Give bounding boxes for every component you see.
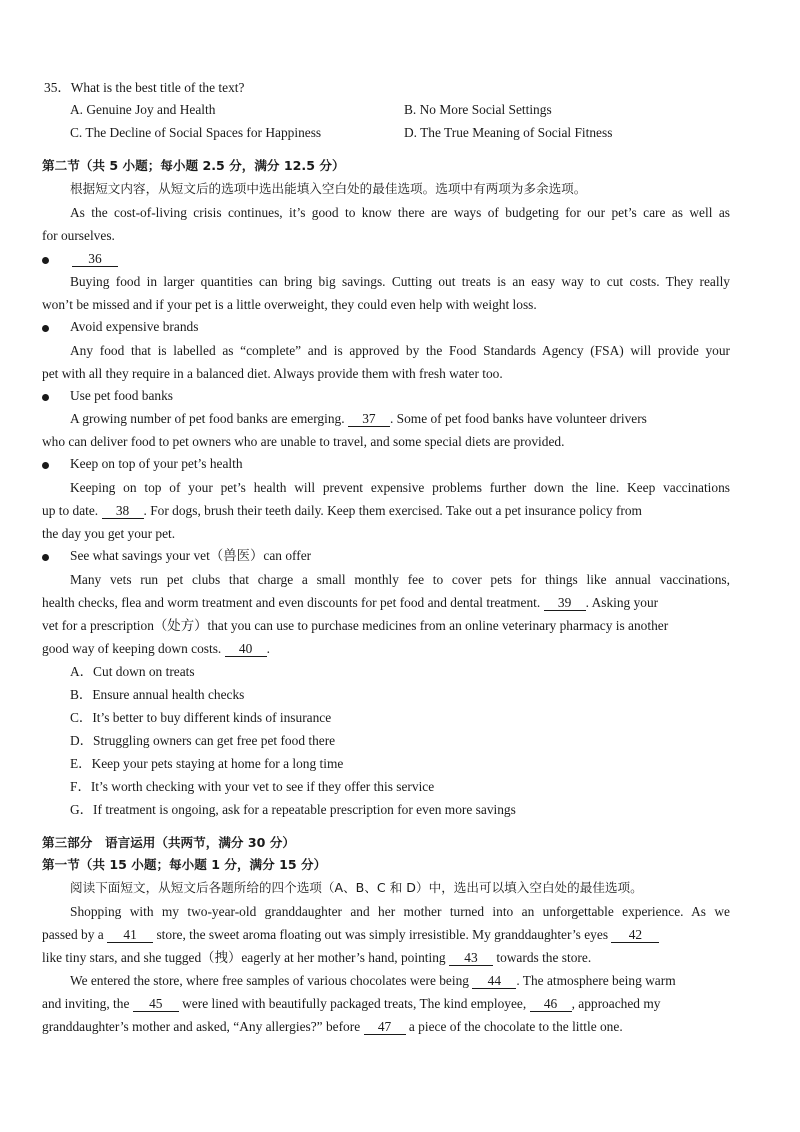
blank-44[interactable]: 44 (472, 973, 516, 989)
blank-38[interactable]: 38 (102, 503, 144, 519)
para-health-line-2: up to date. 38 . For dogs, brush their teeth daily. Keep them exercised. Take out a pet insurance policy from (42, 503, 642, 518)
intro-line-2: for ourselves. (42, 228, 115, 243)
passage-line-1: Shopping with my two-year-old granddaughter and her mother turned into an unforgettable experience. As we (70, 904, 730, 919)
intro-line-1: As the cost-of-living crisis continues, it’s good to know there are ways of budgeting for our pet’s care as well as (70, 205, 730, 220)
choice-g[interactable]: G．If treatment is ongoing, ask for a repeatable prescription for even more savings (70, 802, 516, 817)
q35-option-b[interactable]: B. No More Social Settings (404, 102, 552, 117)
passage-line-6: granddaughter’s mother and asked, “Any allergies?” before 47 a piece of the chocolate to the little one. (42, 1019, 623, 1034)
para-food-banks-line-1: A growing number of pet food banks are emerging. 37 . Some of pet food banks have volunteer drivers (70, 411, 647, 426)
blank-36[interactable]: 36 (72, 251, 118, 267)
para-vet-line-1: Many vets run pet clubs that charge a small monthly fee to cover pets for things like annual vaccinations, (70, 572, 730, 587)
blank-40[interactable]: 40 (225, 641, 267, 657)
choice-d[interactable]: D．Struggling owners can get free pet food there (70, 733, 336, 748)
subheading-vet: See what savings your vet（兽医）can offer (70, 548, 312, 563)
subheading-food-banks: Use pet food banks (70, 388, 174, 403)
passage-line-2: passed by a 41 store, the sweet aroma floating out was simply irresistible. My granddaughter’s eyes 42 (42, 926, 659, 944)
choice-f[interactable]: F．It’s worth checking with your vet to see if they offer this service (70, 779, 435, 794)
choice-a[interactable]: A．Cut down on treats (70, 664, 195, 679)
q35-stem: 35．What is the best title of the text? (44, 80, 245, 95)
blank-46[interactable]: 46 (530, 996, 572, 1012)
para-health-line-1: Keeping on top of your pet’s health will prevent expensive problems further down the line. Keep vaccinations (70, 480, 730, 495)
choice-e[interactable]: E．Keep your pets staying at home for a long time (70, 756, 344, 771)
bullet-icon (42, 257, 49, 264)
choice-b[interactable]: B．Ensure annual health checks (70, 687, 245, 702)
para-brands-line-1: Any food that is labelled as “complete” and is approved by the Food Standards Agency (FSA) will provide your (70, 343, 730, 358)
subheading-brands: Avoid expensive brands (70, 319, 199, 334)
passage-line-5: and inviting, the 45 were lined with beautifully packaged treats, The kind employee, 46 , approached my (42, 996, 661, 1011)
para-health-line-3: the day you get your pet. (42, 526, 176, 541)
choice-c[interactable]: C．It’s better to buy different kinds of insurance (70, 710, 332, 725)
bullet-icon (42, 394, 49, 401)
blank-37[interactable]: 37 (348, 411, 390, 427)
part3-subheading: 第一节（共 15 小题；每小题 1 分，满分 15 分） (42, 857, 327, 872)
section2-heading: 第二节（共 5 小题；每小题 2.5 分，满分 12.5 分） (42, 158, 345, 173)
q35-option-d[interactable]: D. The True Meaning of Social Fitness (404, 125, 613, 140)
passage-line-4: We entered the store, where free samples of various chocolates were being 44 . The atmosphere being warm (70, 973, 676, 988)
para-vet-line-2: health checks, flea and worm treatment and even discounts for pet food and dental treatment. 39 . Asking your (42, 595, 659, 610)
blank-39[interactable]: 39 (544, 595, 586, 611)
blank-42[interactable]: 42 (611, 927, 659, 943)
para-food-banks-line-2: who can deliver food to pet owners who are unable to travel, and some special diets are provided. (42, 434, 565, 449)
para-36-line-2: won’t be missed and if your pet is a little overweight, they could even help with weight loss. (42, 297, 537, 312)
bullet-icon (42, 462, 49, 469)
para-36-line-1: Buying food in larger quantities can bring big savings. Cutting out treats is an easy way to cut costs. They really (70, 274, 730, 289)
para-brands-line-2: pet with all they require in a balanced diet. Always provide them with fresh water too. (42, 366, 503, 381)
subheading-health: Keep on top of your pet’s health (70, 456, 243, 471)
blank-41[interactable]: 41 (107, 927, 153, 943)
blank-47[interactable]: 47 (364, 1019, 406, 1035)
para-vet-line-4: good way of keeping down costs. 40 . (42, 641, 270, 656)
bullet-icon (42, 554, 49, 561)
part3-heading: 第三部分 语言运用（共两节，满分 30 分） (42, 835, 295, 850)
q35-option-c[interactable]: C. The Decline of Social Spaces for Happiness (70, 125, 322, 140)
passage-line-3: like tiny stars, and she tugged（拽）eagerly at her mother’s hand, pointing 43 towards the store. (42, 950, 592, 965)
blank-45[interactable]: 45 (133, 996, 179, 1012)
q35-option-a[interactable]: A. Genuine Joy and Health (70, 102, 216, 117)
part3-instruction: 阅读下面短文，从短文后各题所给的四个选项（A、B、C 和 D）中，选出可以填入空白处的最佳选项。 (70, 880, 643, 895)
section2-instruction: 根据短文内容，从短文后的选项中选出能填入空白处的最佳选项。选项中有两项为多余选项。 (70, 181, 587, 196)
bullet-icon (42, 325, 49, 332)
blank-43[interactable]: 43 (449, 950, 493, 966)
para-vet-line-3: vet for a prescription（处方）that you can use to purchase medicines from an online veterinary pharmacy is another (42, 618, 669, 633)
